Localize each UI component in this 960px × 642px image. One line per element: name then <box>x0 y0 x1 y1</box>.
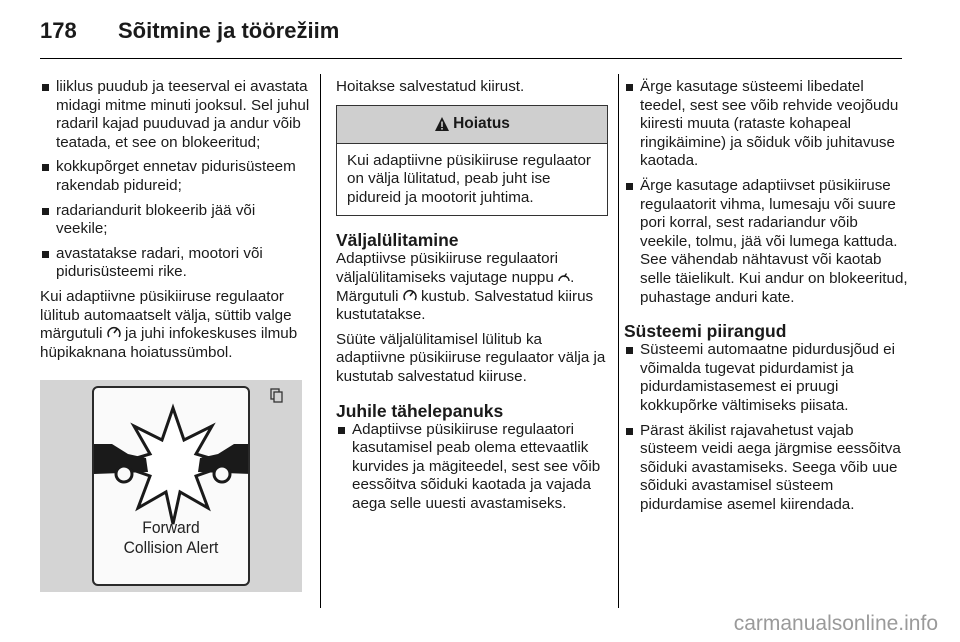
list-item: Süsteemi automaatne pidurdusjõud ei võimalda tugevat pidurdamist ja pidurdamistasemest ei pruugi kokkupõrke vältimiseks piisata. <box>624 341 910 415</box>
section-title: Sõitmine ja töörežiim <box>118 18 340 43</box>
paragraph: Süüte väljalülitamisel lülitub ka adaptiivne püsikiiruse regulaator välja ja kustutab salvestatud kiiruse. <box>336 330 606 385</box>
watermark: carmanualsonline.info <box>733 612 938 635</box>
paragraph: Hoitakse salvestatud kiirust. <box>336 78 525 95</box>
warning-body: Kui adaptiivne püsikiiruse regulaator on välja lülitatud, peab juht ise pidureid ja mootorit juhtima. <box>347 151 591 206</box>
column-3 <box>624 78 910 520</box>
list-item: avastatakse radari, mootori või pidurisüsteemi rike. <box>40 245 310 282</box>
list-item: kokkupõrget ennetav pidurisüsteem rakendab pidureid; <box>40 158 310 195</box>
paragraph-text: Adaptiivse püsikiiruse regulaatori väljalülitamiseks vajutage nuppu <box>336 250 559 286</box>
list-item: Ärge kasutage adaptiivset püsikiiruse regulaatorit vihma, lumesaju või suure pori korral, sest radariandur võib veekile, tolmu, jää või lumega kattuda. See vähendab nähtavust või kaotab selle täielikult. Kui andur on blokeeritud, puhastage anduri kate. <box>624 177 910 307</box>
cruise-control-icon <box>403 289 417 302</box>
alert-label-line1: Forward <box>142 518 200 538</box>
column-divider-1 <box>320 74 321 608</box>
column-divider-2 <box>618 74 619 608</box>
heading-system-limits: Süsteemi piirangud <box>624 321 787 342</box>
warning-box <box>336 105 608 217</box>
warning-title: Hoiatus <box>453 114 510 132</box>
paragraph-text: Kui adaptiivne püsikiiruse regulaator lülitub automaatselt välja, süttib valge märgutuli <box>40 287 292 343</box>
heading-driver-notes: Juhile tähelepanuks <box>336 400 504 421</box>
document-copy-icon <box>270 388 284 404</box>
page-number: 178 <box>40 18 77 43</box>
paragraph <box>336 250 608 324</box>
cruise-off-button-icon <box>558 271 570 283</box>
forward-collision-alert-figure <box>40 380 302 592</box>
heading-deactivation: Väljalülitamine <box>336 230 459 251</box>
list-item: Ärge kasutage süsteemi libedatel teedel, sest see võib rehvide veojõudu kiiresti muuta (rataste kohapeal ringikäimine) ja sõiduk võib juhitavuse kaotada. <box>624 78 910 171</box>
paragraph-text: kustub. Salvestatud kiirus kustutatakse. <box>336 287 594 324</box>
header-rule <box>40 58 902 59</box>
paragraph <box>40 288 310 362</box>
paragraph-text: . Märgutuli <box>336 268 575 305</box>
warning-triangle-icon <box>434 116 450 132</box>
list-item: Pärast äkilist rajavahetust vajab süsteem veidi aega järgmise eessõitva sõiduki avastamiseks. Seega võib uue sõiduki avastamisel süsteem pidurdamise asemel kiirendada. <box>624 422 910 515</box>
alert-label-line2: Collision Alert <box>123 538 219 558</box>
column-1 <box>40 78 310 592</box>
paragraph-text: ja juhi infokeskuses ilmub hüpikaknana hoiatussümbol. <box>40 325 298 361</box>
list-item: liiklus puudub ja teeserval ei avastata midagi mitme minuti jooksul. Sel juhul radaril kajad puuduvad ja andur võib teatada, et see on blokeeritud; <box>40 78 310 152</box>
column-2 <box>336 78 608 520</box>
display-screen <box>92 386 250 586</box>
cruise-control-icon <box>107 326 121 339</box>
list-item: radariandurit blokeerib jää või veekile; <box>40 202 310 239</box>
page-header <box>40 18 339 48</box>
list-item: Adaptiivse püsikiiruse regulaatori kasutamisel peab olema ettevaatlik kurvides ja mägiteedel, sest see võib eessõitva sõiduki kaotada ja vajada aega selle uuesti avastamiseks. <box>336 421 608 514</box>
warning-header <box>337 106 607 144</box>
